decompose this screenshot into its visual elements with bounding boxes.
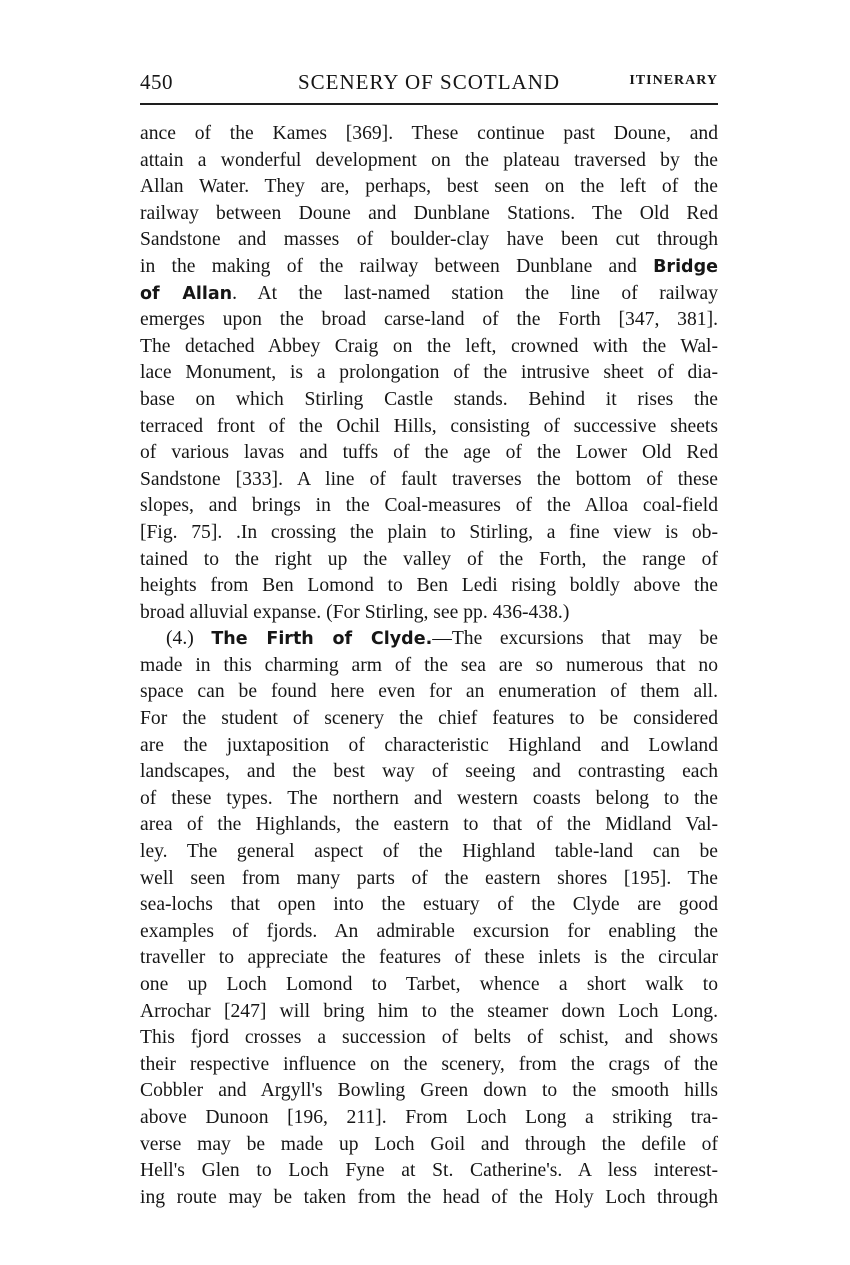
bold-place-name: Bridge (653, 256, 718, 277)
section-heading: The Firth of Clyde. (211, 629, 433, 650)
text-line: ing route may be taken from the head of the Holy Loch through (140, 1186, 718, 1208)
page-number: 450 (140, 70, 173, 94)
text-line: Sandstone and masses of boulder-clay have been cut through (140, 229, 718, 251)
text-line (140, 281, 718, 308)
text-line: lace Monument, is a prolongation of the intrusive sheet of dia- (140, 362, 718, 384)
text-line: above Dunoon [196, 211]. From Loch Long a striking tra- (140, 1106, 718, 1128)
text-line: railway between Doune and Dunblane Stations. The Old Red (140, 202, 718, 224)
section-label: ITINERARY (629, 73, 718, 88)
text-line: are the juxtaposition of characteristic Highland and Lowland (140, 734, 718, 756)
text-line: well seen from many parts of the eastern shores [195]. The (140, 867, 718, 889)
text-line: terraced front of the Ochil Hills, consisting of successive sheets (140, 415, 718, 437)
text-line: of these types. The northern and western coasts belong to the (140, 787, 718, 809)
text-line: For the student of scenery the chief features to be considered (140, 708, 718, 730)
text-line: This fjord crosses a succession of belts of schist, and shows (140, 1027, 718, 1049)
text-line: sea-lochs that open into the estuary of the Clyde are good (140, 894, 718, 916)
text-line: landscapes, and the best way of seeing and contrasting each (140, 761, 718, 783)
text-line: traveller to appreciate the features of these inlets is the circular (140, 947, 718, 969)
text-line: base on which Stirling Castle stands. Behind it rises the (140, 388, 718, 410)
text-line: verse may be made up Loch Goil and through the defile of (140, 1133, 718, 1155)
text-line: made in this charming arm of the sea are so numerous that no (140, 654, 718, 676)
text-line (140, 1211, 718, 1238)
text-line: ance of the Kames [369]. These continue past Doune, and (140, 123, 718, 144)
body-text (140, 121, 718, 1265)
text-line (140, 626, 718, 653)
text-line: tained to the right up the valley of the Forth, the range of (140, 548, 718, 570)
header-rule (140, 103, 718, 105)
running-title: SCENERY OF SCOTLAND (297, 70, 561, 94)
text-line: Arrochar [247] will bring him to the steamer down Loch Long. (140, 1000, 718, 1022)
paragraph-firth-of-clyde (140, 626, 718, 1264)
paragraph-stirling (140, 121, 718, 626)
text-line: area of the Highlands, the eastern to that of the Midland Val- (140, 814, 718, 836)
text-line: one up Loch Lomond to Tarbet, whence a short walk to (140, 974, 718, 995)
text-line: of various lavas and tuffs of the age of the Lower Old Red (140, 442, 718, 464)
running-head (140, 70, 718, 100)
text-line: ley. The general aspect of the Highland table-land can be (140, 841, 718, 863)
text-line: broad alluvial expanse. (For Stirling, see pp. 436-438.) (140, 601, 570, 623)
text-line: Cobbler and Argyll's Bowling Green down to the smooth hills (140, 1080, 718, 1102)
text-line: space can be found here even for an enumeration of them all. (140, 681, 718, 703)
text-line: slopes, and brings in the Coal-measures of the Alloa coal-field (140, 495, 718, 517)
text-line: Allan Water. They are, perhaps, best seen on the left of the (140, 176, 718, 198)
text-line: Sandstone [333]. A line of fault traverses the bottom of these (140, 468, 718, 490)
text-line: attain a wonderful development on the plateau traversed by the (140, 149, 718, 171)
text-line: The detached Abbey Craig on the left, crowned with the Wal- (140, 335, 718, 357)
text-run: —The excursions that may be (432, 628, 718, 650)
text-line: their respective influence on the scenery, from the crags of the (140, 1053, 718, 1075)
text-run: . At the last-named station the line of railway (232, 282, 718, 304)
text-line: examples of fjords. An admirable excursion for enabling the (140, 920, 718, 942)
text-line (140, 1238, 718, 1265)
text-run: in the making of the railway between Dunblane and (140, 255, 637, 277)
text-line: Hell's Glen to Loch Fyne at St. Catherine's. A less interest- (140, 1160, 718, 1182)
text-line: heights from Ben Lomond to Ben Ledi rising boldly above the (140, 575, 718, 597)
section-number: (4.) (166, 628, 194, 650)
text-line: [Fig. 75]. .In crossing the plain to Stirling, a fine view is ob- (140, 521, 718, 543)
bold-place-name-end: of Allan (140, 283, 233, 304)
text-line: emerges upon the broad carse-land of the Forth [347, 381]. (140, 309, 718, 331)
text-line (140, 254, 718, 281)
